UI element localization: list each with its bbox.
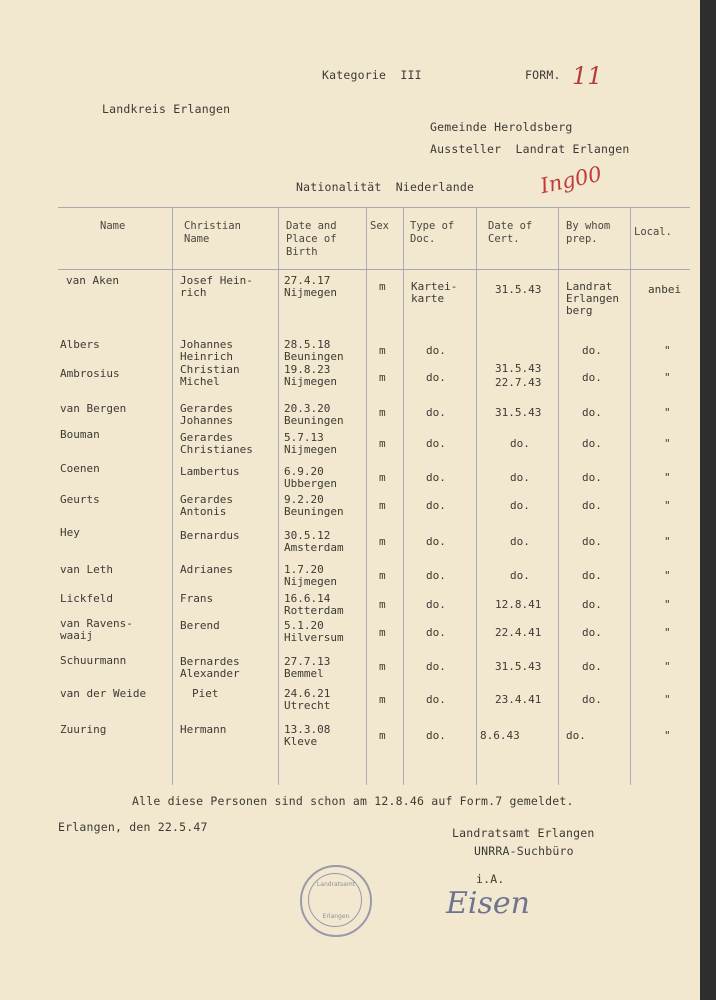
cell-birth: 20.3.20 Beuningen bbox=[284, 402, 344, 427]
red-handwritten-mark: Ing00 bbox=[538, 161, 604, 199]
cell-sex: m bbox=[379, 280, 386, 293]
cell-christian-name: Bernardus bbox=[180, 529, 240, 542]
cell-name: Ambrosius bbox=[60, 367, 120, 380]
cell-name: Coenen bbox=[60, 462, 100, 475]
cell-local: " bbox=[664, 693, 671, 706]
cell-prepared-by: do. bbox=[582, 471, 602, 484]
cell-doc-type: do. bbox=[426, 729, 446, 742]
cell-local: anbei bbox=[648, 283, 682, 296]
cell-name: Lickfeld bbox=[60, 592, 113, 605]
cell-prepared-by: do. bbox=[582, 344, 602, 357]
cell-prepared-by: do. bbox=[582, 693, 602, 706]
municipality-label: Gemeinde Heroldsberg bbox=[430, 120, 573, 134]
cell-sex: m bbox=[379, 406, 386, 419]
cell-doc-type: do. bbox=[426, 499, 446, 512]
cell-name: Schuurmann bbox=[60, 654, 127, 667]
cell-christian-name: Bernardes Alexander bbox=[180, 655, 240, 680]
cell-doc-type: do. bbox=[426, 344, 446, 357]
cell-local: " bbox=[664, 598, 671, 611]
cell-christian-name: Hermann bbox=[180, 723, 227, 736]
cell-cert-date: 23.4.41 bbox=[495, 693, 542, 706]
cell-prepared-by: do. bbox=[582, 626, 602, 639]
cell-prepared-by: do. bbox=[582, 499, 602, 512]
cell-local: " bbox=[664, 626, 671, 639]
cell-sex: m bbox=[379, 626, 386, 639]
cell-birth: 27.4.17 Nijmegen bbox=[284, 274, 337, 299]
cell-local: " bbox=[664, 406, 671, 419]
office-stamp bbox=[300, 865, 372, 937]
cell-doc-type: do. bbox=[426, 371, 446, 384]
signature: Eisen bbox=[446, 886, 530, 921]
cell-local: " bbox=[664, 499, 671, 512]
cell-cert-date: 31.5.43 22.7.43 bbox=[495, 362, 542, 389]
cell-doc-type: do. bbox=[426, 660, 446, 673]
cell-christian-name: Josef Hein- rich bbox=[180, 274, 253, 299]
cell-sex: m bbox=[379, 437, 386, 450]
cell-cert-date: do. bbox=[510, 471, 530, 484]
cell-cert-date: do. bbox=[510, 535, 530, 548]
column-header-sex: Sex bbox=[370, 220, 389, 232]
column-divider bbox=[278, 207, 279, 785]
cell-cert-date: 8.6.43 bbox=[480, 729, 520, 742]
cell-cert-date: 31.5.43 bbox=[495, 660, 542, 673]
cell-cert-date: 22.4.41 bbox=[495, 626, 542, 639]
cell-prepared-by: do. bbox=[582, 598, 602, 611]
cell-sex: m bbox=[379, 598, 386, 611]
cell-birth: 19.8.23 Nijmegen bbox=[284, 363, 337, 388]
cell-sex: m bbox=[379, 569, 386, 582]
table-top-rule bbox=[58, 207, 690, 208]
cell-birth: 13.3.08 Kleve bbox=[284, 723, 331, 748]
cell-name: Bouman bbox=[60, 428, 100, 441]
cell-doc-type: do. bbox=[426, 569, 446, 582]
nationality-label: Nationalität Niederlande bbox=[296, 180, 475, 194]
cell-birth: 5.1.20 Hilversum bbox=[284, 619, 344, 644]
cell-christian-name: Gerardes Christianes bbox=[180, 431, 253, 456]
cell-doc-type: do. bbox=[426, 437, 446, 450]
cell-prepared-by: do. bbox=[582, 437, 602, 450]
cell-local: " bbox=[664, 729, 671, 742]
cell-birth: 6.9.20 Ubbergen bbox=[284, 465, 337, 490]
office-name: Landratsamt Erlangen bbox=[452, 826, 595, 840]
footer-note: Alle diese Personen sind schon am 12.8.46 auf Form.7 gemeldet. bbox=[132, 794, 574, 808]
cell-christian-name: Johannes Heinrich bbox=[180, 338, 233, 363]
column-divider bbox=[366, 207, 367, 785]
cell-name: van Ravens- waaij bbox=[60, 617, 133, 642]
cell-christian-name: Adrianes bbox=[180, 563, 233, 576]
scan-edge bbox=[700, 0, 716, 1000]
cell-local: " bbox=[664, 371, 671, 384]
cell-local: " bbox=[664, 569, 671, 582]
cell-christian-name: Gerardes Antonis bbox=[180, 493, 233, 518]
cell-doc-type: do. bbox=[426, 471, 446, 484]
cell-cert-date: 31.5.43 bbox=[495, 283, 542, 296]
cell-birth: 9.2.20 Beuningen bbox=[284, 493, 344, 518]
cell-name: Hey bbox=[60, 526, 80, 539]
cell-christian-name: Piet bbox=[192, 687, 219, 700]
cell-sex: m bbox=[379, 660, 386, 673]
column-divider bbox=[476, 207, 477, 785]
cell-birth: 24.6.21 Utrecht bbox=[284, 687, 331, 712]
cell-christian-name: Christian Michel bbox=[180, 363, 240, 388]
district-label: Landkreis Erlangen bbox=[102, 102, 231, 116]
cell-cert-date: do. bbox=[510, 437, 530, 450]
cell-prepared-by: do. bbox=[582, 371, 602, 384]
column-divider bbox=[630, 207, 631, 785]
cell-sex: m bbox=[379, 471, 386, 484]
cell-name: van der Weide bbox=[60, 687, 147, 700]
cell-doc-type: do. bbox=[426, 406, 446, 419]
cell-local: " bbox=[664, 535, 671, 548]
stamp-text-bottom: Erlangen bbox=[322, 913, 350, 920]
on-behalf-label: i.A. bbox=[476, 872, 505, 886]
cell-doc-type: do. bbox=[426, 693, 446, 706]
cell-cert-date: 12.8.41 bbox=[495, 598, 542, 611]
cell-sex: m bbox=[379, 499, 386, 512]
cell-local: " bbox=[664, 437, 671, 450]
category-label: Kategorie III bbox=[322, 68, 422, 82]
column-header-christian-name: Christian Name bbox=[184, 220, 241, 245]
column-header-cert-date: Date of Cert. bbox=[488, 220, 533, 245]
cell-birth: 28.5.18 Beuningen bbox=[284, 338, 344, 363]
cell-christian-name: Frans bbox=[180, 592, 214, 605]
cell-name: Zuuring bbox=[60, 723, 107, 736]
cell-birth: 16.6.14 Rotterdam bbox=[284, 592, 344, 617]
cell-prepared-by: do. bbox=[582, 535, 602, 548]
cell-local: " bbox=[664, 344, 671, 357]
cell-cert-date: do. bbox=[510, 569, 530, 582]
column-header-prepared-by: By whom prep. bbox=[566, 220, 611, 245]
cell-birth: 5.7.13 Nijmegen bbox=[284, 431, 337, 456]
cell-prepared-by: do. bbox=[582, 569, 602, 582]
cell-sex: m bbox=[379, 693, 386, 706]
cell-sex: m bbox=[379, 729, 386, 742]
column-header-doc-type: Type of Doc. bbox=[410, 220, 455, 245]
office-subname: UNRRA-Suchbüro bbox=[474, 844, 574, 858]
cell-name: van Bergen bbox=[60, 402, 127, 415]
form-number: 11 bbox=[572, 62, 603, 90]
column-divider bbox=[558, 207, 559, 785]
form-label: FORM. bbox=[525, 68, 561, 82]
cell-prepared-by: do. bbox=[582, 406, 602, 419]
cell-birth: 1.7.20 Nijmegen bbox=[284, 563, 337, 588]
cell-name: Albers bbox=[60, 338, 100, 351]
cell-sex: m bbox=[379, 371, 386, 384]
cell-christian-name: Berend bbox=[180, 619, 220, 632]
issuer-label: Aussteller Landrat Erlangen bbox=[430, 142, 630, 156]
column-divider bbox=[403, 207, 404, 785]
cell-christian-name: Gerardes Johannes bbox=[180, 402, 233, 427]
cell-name: Geurts bbox=[60, 493, 100, 506]
cell-christian-name: Lambertus bbox=[180, 465, 240, 478]
stamp-text-top: Landratsamt bbox=[316, 881, 356, 888]
cell-prepared-by: Landrat Erlangen berg bbox=[566, 280, 619, 317]
column-header-name: Name bbox=[100, 220, 126, 232]
column-header-local: Local. bbox=[634, 226, 672, 238]
place-and-date: Erlangen, den 22.5.47 bbox=[58, 820, 208, 834]
cell-doc-type: do. bbox=[426, 535, 446, 548]
cell-cert-date: 31.5.43 bbox=[495, 406, 542, 419]
cell-prepared-by: do. bbox=[582, 660, 602, 673]
cell-sex: m bbox=[379, 344, 386, 357]
cell-cert-date: do. bbox=[510, 499, 530, 512]
column-header-birth: Date and Place of Birth bbox=[286, 220, 337, 258]
cell-local: " bbox=[664, 471, 671, 484]
cell-doc-type: Kartei- karte bbox=[411, 280, 458, 305]
table-header-rule bbox=[58, 269, 690, 270]
cell-name: van Aken bbox=[66, 274, 119, 287]
cell-birth: 30.5.12 Amsterdam bbox=[284, 529, 344, 554]
cell-birth: 27.7.13 Bemmel bbox=[284, 655, 331, 680]
cell-doc-type: do. bbox=[426, 626, 446, 639]
cell-doc-type: do. bbox=[426, 598, 446, 611]
cell-local: " bbox=[664, 660, 671, 673]
cell-prepared-by: do. bbox=[566, 729, 586, 742]
cell-sex: m bbox=[379, 535, 386, 548]
column-divider bbox=[172, 207, 173, 785]
cell-name: van Leth bbox=[60, 563, 113, 576]
